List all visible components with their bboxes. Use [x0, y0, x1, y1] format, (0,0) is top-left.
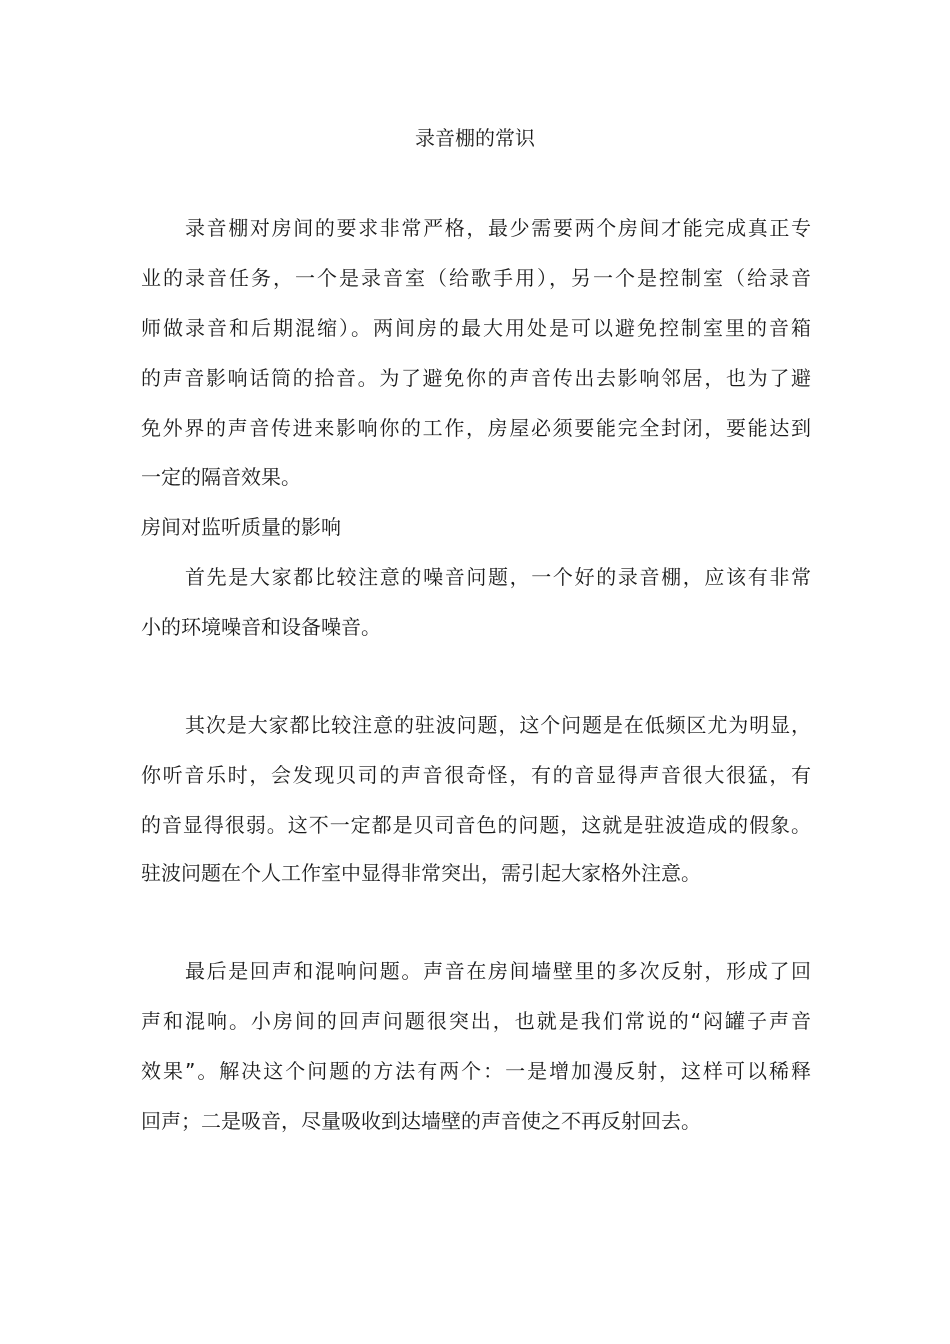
paragraph-4-line-2: 声和混响。小房间的回声问题很突出，也就是我们常说的“闷罐子声音 [141, 1009, 811, 1033]
paragraph-2-line-2: 小的环境噪音和设备噪音。 [141, 615, 381, 639]
paragraph-4-line-4: 回声；二是吸音，尽量吸收到达墙壁的声音使之不再反射回去。 [141, 1109, 701, 1133]
paragraph-4-line-1: 最后是回声和混响问题。声音在房间墙壁里的多次反射，形成了回 [185, 959, 811, 983]
paragraph-1-line-3: 师做录音和后期混缩）。两间房的最大用处是可以避免控制室里的音箱 [141, 316, 811, 340]
paragraph-4-line-3: 效果”。解决这个问题的方法有两个：一是增加漫反射，这样可以稀释 [141, 1059, 811, 1083]
paragraph-3-line-3: 的音显得很弱。这不一定都是贝司音色的问题，这就是驻波造成的假象。 [141, 813, 811, 837]
section-heading: 房间对监听质量的影响 [141, 515, 341, 539]
document-title: 录音棚的常识 [415, 126, 535, 150]
paragraph-1-line-2: 业的录音任务，一个是录音室（给歌手用），另一个是控制室（给录音 [141, 266, 811, 290]
paragraph-1-line-5: 免外界的声音传进来影响你的工作，房屋必须要能完全封闭，要能达到 [141, 416, 811, 440]
paragraph-2-line-1: 首先是大家都比较注意的噪音问题，一个好的录音棚，应该有非常 [185, 565, 811, 589]
paragraph-3-line-1: 其次是大家都比较注意的驻波问题，这个问题是在低频区尤为明显， [185, 713, 811, 737]
paragraph-3-line-4: 驻波问题在个人工作室中显得非常突出，需引起大家格外注意。 [141, 861, 701, 885]
paragraph-1-line-1: 录音棚对房间的要求非常严格，最少需要两个房间才能完成真正专 [185, 216, 811, 240]
paragraph-1-line-4: 的声音影响话筒的拾音。为了避免你的声音传出去影响邻居，也为了避 [141, 366, 811, 390]
paragraph-1-line-6: 一定的隔音效果。 [141, 465, 301, 489]
paragraph-3-line-2: 你听音乐时，会发现贝司的声音很奇怪，有的音显得声音很大很猛，有 [141, 763, 811, 787]
